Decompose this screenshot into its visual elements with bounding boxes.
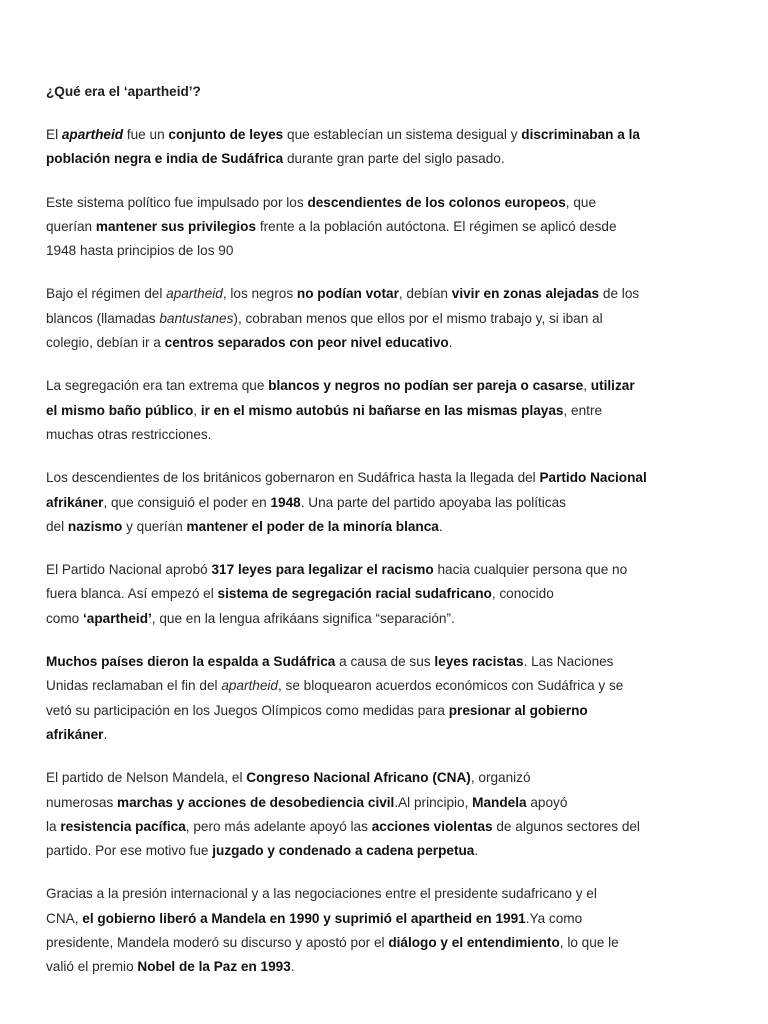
bold-text: Muchos países dieron la espalda a Sudáfrica <box>46 654 336 670</box>
paragraph <box>46 374 726 447</box>
text-run: , los negros <box>222 286 297 302</box>
document-page <box>46 83 726 999</box>
text-run: La segregación era tan extrema que <box>46 378 269 394</box>
text-run: de algunos sectores del <box>492 818 640 834</box>
bold-text: mantener sus privilegios <box>95 218 257 234</box>
bold-text: resistencia pacífica <box>60 818 186 834</box>
bold-text: utilizar <box>590 378 635 394</box>
bold-text: sistema de segregación racial sudafricano <box>217 586 492 602</box>
text-run: fue un <box>123 127 169 142</box>
text-run: como <box>46 610 84 626</box>
text-run: del <box>46 518 68 534</box>
text-run: El <box>46 127 62 142</box>
page-title: ¿Qué era el ‘apartheid’? <box>46 84 201 99</box>
text-run: Gracias a la presión internacional y a las negociaciones entre el presidente sudafricano y el <box>46 886 597 902</box>
text-run: , entre <box>563 402 603 418</box>
bold-text: nazismo <box>67 518 123 534</box>
bold-text: conjunto de leyes <box>168 127 284 142</box>
text-run: de los <box>599 286 640 302</box>
text-run: .Ya como <box>525 910 583 926</box>
text-run: , conocido <box>491 586 554 602</box>
paragraph <box>46 282 726 355</box>
text-run: Los descendientes de los británicos gobernaron en Sudáfrica hasta la llegada del <box>46 470 540 486</box>
text-run: a causa de sus <box>335 654 435 670</box>
text-run: , que <box>565 194 597 210</box>
text-run: . Las Naciones <box>523 654 614 670</box>
bold-text: presionar al gobierno <box>448 702 588 718</box>
text-run: partido. Por ese motivo fue <box>46 843 213 859</box>
italic-text: apartheid <box>221 678 278 694</box>
bold-text: 317 leyes para legalizar el racismo <box>211 562 434 578</box>
paragraph <box>46 558 726 631</box>
bold-text: ‘apartheid’ <box>83 610 152 626</box>
paragraph <box>46 766 726 863</box>
text-run: querían <box>46 218 96 234</box>
text-run: blancos (llamadas <box>46 310 160 326</box>
paragraph <box>46 123 726 172</box>
bold-text: el mismo baño público <box>46 402 194 418</box>
text-run: ), cobraban menos que ellos por el mismo trabajo y, si iban al <box>233 310 603 326</box>
text-run: , debían <box>398 286 452 302</box>
bold-text: centros separados con peor nivel educativo <box>164 335 449 351</box>
text-run: muchas otras restricciones. <box>46 426 212 442</box>
text-run: . <box>438 518 443 534</box>
bold-text: juzgado y condenado a cadena perpetua <box>212 843 475 859</box>
text-run: El Partido Nacional aprobó <box>46 562 212 578</box>
bold-text: apartheid <box>61 127 124 142</box>
text-run: Bajo el régimen del <box>46 286 167 302</box>
bold-text: acciones violentas <box>371 818 493 834</box>
text-run: y querían <box>122 518 187 534</box>
bold-text: leyes racistas <box>434 654 524 670</box>
text-run: numerosas <box>46 794 118 810</box>
text-run: El partido de Nelson Mandela, el <box>46 770 247 786</box>
text-run: hacia cualquier persona que no <box>433 562 628 578</box>
paragraph <box>46 650 726 747</box>
bold-text: población negra e india de Sudáfrica <box>46 151 284 167</box>
text-run: apoyó <box>526 794 568 810</box>
text-run: colegio, debían ir a <box>46 335 165 351</box>
article-body <box>46 123 726 980</box>
paragraph <box>46 882 726 979</box>
text-run: la <box>46 818 61 834</box>
text-run: . <box>448 335 453 351</box>
bold-text: marchas y acciones de desobediencia civil <box>117 794 395 810</box>
bold-text: afrikáner <box>46 726 104 742</box>
text-run: valió el premio <box>46 959 138 975</box>
text-run: Unidas reclamaban el fin del <box>46 678 222 694</box>
italic-text: bantustanes <box>159 310 234 326</box>
bold-text: Partido Nacional <box>539 470 647 486</box>
text-run: que establecían un sistema desigual y <box>283 127 522 142</box>
bold-text: Nobel de la Paz en 1993 <box>137 959 291 975</box>
bold-text: el gobierno liberó a Mandela en 1990 y suprimió el apartheid en 1991 <box>82 910 526 926</box>
bold-text: 1948 <box>270 494 301 510</box>
text-run: . Una parte del partido apoyaba las políticas <box>300 494 566 510</box>
text-run: , <box>583 378 591 394</box>
bold-text: descendientes de los colonos europeos <box>307 194 566 210</box>
bold-text: ir en el mismo autobús ni bañarse en las mismas playas <box>200 402 564 418</box>
text-run: , que en la lengua afrikáans significa “separación”. <box>151 610 455 626</box>
bold-text: afrikáner <box>46 494 104 510</box>
bold-text: no podían votar <box>296 286 399 302</box>
text-run: .Al principio, <box>394 794 473 810</box>
text-run: 1948 hasta principios de los 90 <box>46 243 234 259</box>
text-run: Este sistema político fue impulsado por los <box>46 194 308 210</box>
text-run: CNA, <box>46 910 83 926</box>
text-run: , <box>193 402 201 418</box>
text-run: vetó su participación en los Juegos Olímpicos como medidas para <box>46 702 449 718</box>
text-run: presidente, Mandela moderó su discurso y apostó por el <box>46 935 389 951</box>
bold-text: blancos y negros no podían ser pareja o casarse <box>268 378 584 394</box>
bold-text: mantener el poder de la minoría blanca <box>186 518 439 534</box>
italic-text: apartheid <box>166 286 223 302</box>
paragraph <box>46 466 726 539</box>
text-run: , se bloquearon acuerdos económicos con Sudáfrica y se <box>278 678 624 694</box>
bold-text: vivir en zonas alejadas <box>451 286 600 302</box>
bold-text: diálogo y el entendimiento <box>388 935 560 951</box>
text-run: . <box>103 726 108 742</box>
paragraph <box>46 191 726 264</box>
text-run: frente a la población autóctona. El régimen se aplicó desde <box>256 218 617 234</box>
text-run: . <box>474 843 479 859</box>
bold-text: Congreso Nacional Africano (CNA) <box>246 770 471 786</box>
text-run: , organizó <box>470 770 531 786</box>
text-run: , lo que le <box>559 935 619 951</box>
text-run: fuera blanca. Así empezó el <box>46 586 218 602</box>
bold-text: Mandela <box>472 794 527 810</box>
text-run: , que consiguió el poder en <box>103 494 271 510</box>
bold-text: discriminaban a la <box>521 127 640 142</box>
text-run: durante gran parte del siglo pasado. <box>283 151 505 167</box>
text-run: , pero más adelante apoyó las <box>185 818 372 834</box>
text-run: . <box>290 959 295 975</box>
